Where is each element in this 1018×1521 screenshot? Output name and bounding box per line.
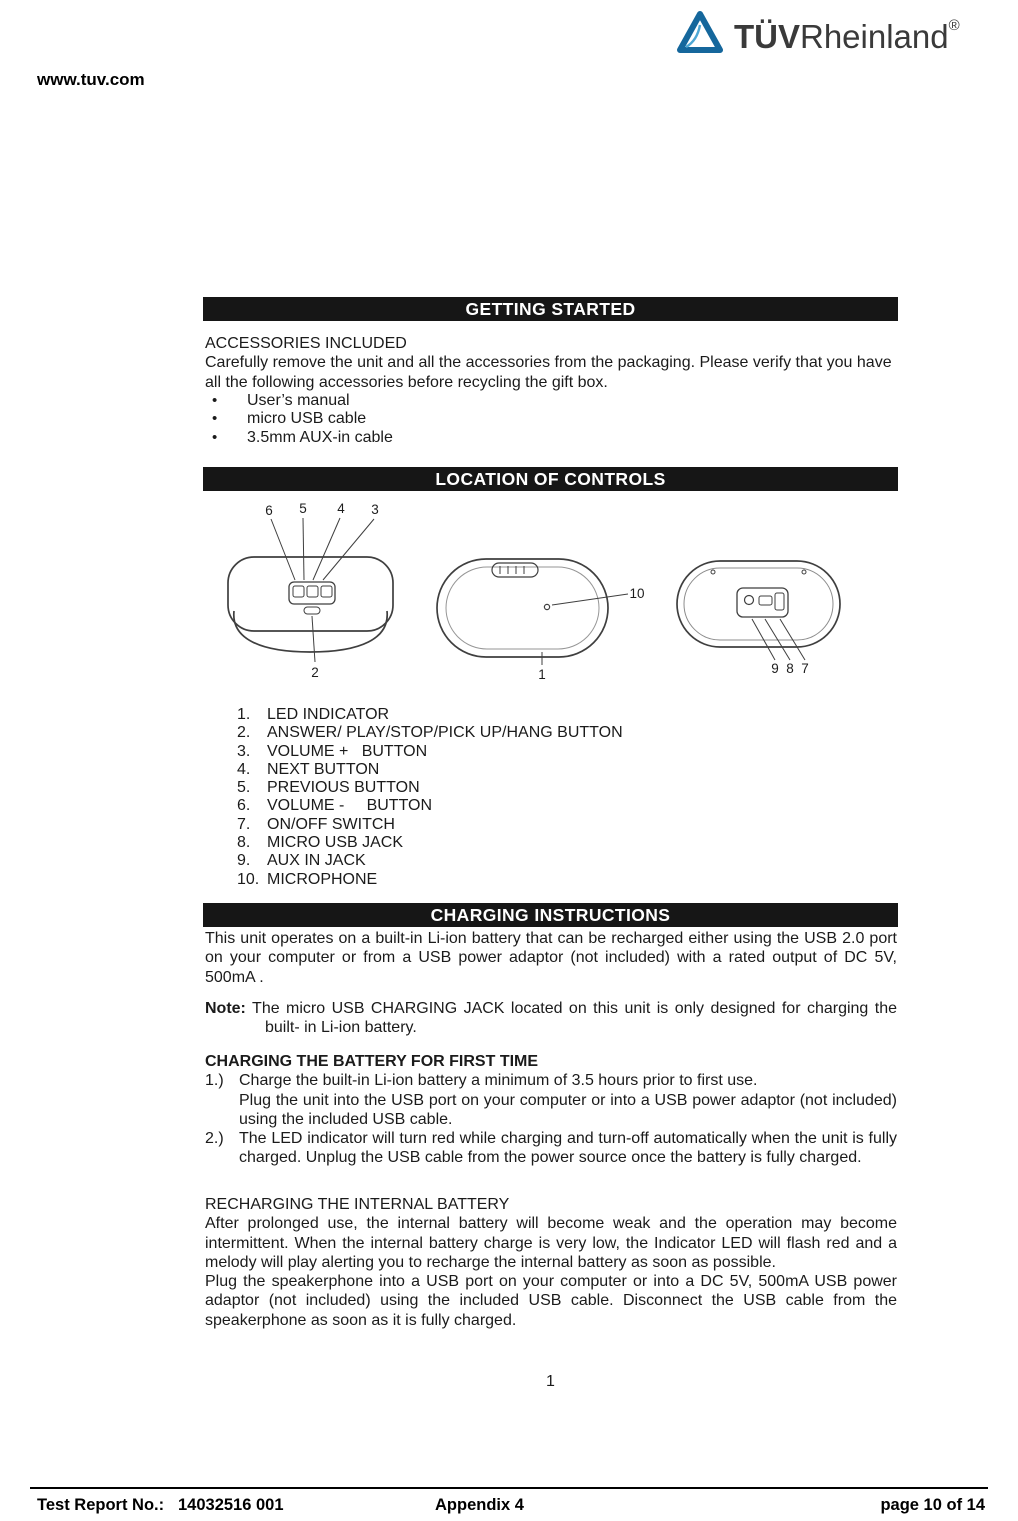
control-list-item (203, 816, 898, 834)
charging-step (205, 1071, 897, 1129)
recharging-heading: RECHARGING THE INTERNAL BATTERY (205, 1196, 510, 1213)
step-text (239, 1071, 897, 1129)
control-label: VOLUME - BUTTON (267, 797, 433, 815)
recharging-section (205, 1195, 897, 1330)
callout-4-label: 4 (337, 501, 345, 516)
first-time-charging-section (205, 1052, 897, 1168)
control-number: 2. (237, 724, 251, 742)
control-number: 8. (237, 834, 251, 852)
control-label: ON/OFF SWITCH (267, 815, 395, 833)
tuv-triangle-icon (676, 10, 724, 54)
control-list-item (203, 797, 898, 815)
control-number: 9. (237, 852, 251, 870)
accessories-section (205, 334, 897, 448)
accessory-label: 3.5mm AUX-in cable (247, 429, 393, 447)
logo-rheinland-text: Rheinland (800, 18, 949, 55)
on-off-switch-icon (775, 593, 784, 610)
step-line: Charge the built-in Li-ion battery a minimum of 3.5 hours prior to first use. (239, 1072, 758, 1090)
step-line: Plug the unit into the USB port on your computer or into a USB power adaptor (not included) using the included USB cable. (239, 1091, 897, 1128)
list-item (205, 392, 897, 411)
control-list-item (203, 761, 898, 779)
logo-wordmark (734, 4, 960, 59)
control-list-item (203, 834, 898, 852)
control-number: 7. (237, 815, 251, 833)
footer-divider (30, 1487, 988, 1489)
callout-lines (271, 518, 805, 665)
control-list-item (203, 706, 898, 724)
control-label: MICRO USB JACK (267, 834, 404, 852)
control-list-item (203, 871, 898, 889)
bullet-icon: • (212, 429, 218, 447)
appendix-label: Appendix 4 (435, 1496, 524, 1514)
page-indicator: page 10 of 14 (880, 1496, 985, 1514)
note-label: Note: (205, 1000, 246, 1017)
section-header-charging-instructions: CHARGING INSTRUCTIONS (203, 903, 898, 927)
charging-note (205, 999, 897, 1038)
control-number: 3. (237, 742, 251, 760)
step-text (239, 1129, 897, 1168)
control-number: 5. (237, 779, 251, 797)
callout-8-label: 8 (786, 661, 794, 676)
charging-step (205, 1129, 897, 1168)
control-label: VOLUME + BUTTON (267, 742, 428, 760)
control-number: 1. (237, 706, 251, 723)
microphone-hole (544, 604, 549, 609)
step-number: 2.) (205, 1130, 224, 1148)
callout-10-label: 10 (629, 586, 645, 601)
device-diagram (203, 497, 898, 703)
site-url: www.tuv.com (37, 70, 145, 89)
recharging-paragraph: Plug the speakerphone into a USB port on your computer or into a DC 5V, 500mA USB power adaptor (not included) using the included USB cable. Disconnect the USB cable from the speakerphone as soon as it is fully charged. (205, 1273, 897, 1329)
manual-page-number: 1 (546, 1373, 555, 1390)
callout-2-label: 2 (311, 665, 319, 680)
charging-intro: This unit operates on a built-in Li-ion battery that can be recharged either using the USB 2.0 port on your computer or from a USB power adaptor (not included) with a rated output of DC 5V, 500mA . (205, 930, 897, 986)
list-item (205, 410, 897, 429)
callout-1-label: 1 (538, 667, 546, 682)
section-header-getting-started: GETTING STARTED (203, 297, 898, 321)
control-label: PREVIOUS BUTTON (267, 779, 420, 797)
tuv-rheinland-logo (676, 4, 960, 59)
control-label: ANSWER/ PLAY/STOP/PICK UP/HANG BUTTON (267, 724, 623, 742)
control-number: 4. (237, 760, 251, 778)
accessories-heading: ACCESSORIES INCLUDED (205, 335, 407, 352)
bullet-icon: • (212, 410, 218, 428)
control-list-item (203, 779, 898, 797)
bullet-icon: • (212, 391, 218, 409)
callout-6-label: 6 (265, 503, 273, 518)
control-label: MICROPHONE (267, 870, 378, 888)
device-back-view (677, 561, 840, 647)
report-number-value: 14032516 001 (178, 1496, 284, 1514)
control-list-item (203, 743, 898, 761)
location-of-controls-drawing (203, 497, 898, 703)
control-label: AUX IN JACK (267, 852, 366, 870)
list-item (205, 429, 897, 448)
report-number-label: Test Report No.: (37, 1496, 165, 1514)
step-line: The LED indicator will turn red while charging and turn-off automatically when the unit is fully charged. Unplug the USB cable from the power source once the battery is fully charged. (239, 1130, 897, 1167)
control-list-item (203, 852, 898, 870)
step-number: 1.) (205, 1072, 224, 1090)
control-number: 10. (237, 870, 260, 888)
micro-usb-port-icon (759, 596, 772, 605)
registered-mark: ® (948, 17, 960, 34)
accessory-label: micro USB cable (247, 410, 367, 428)
logo-tuv-text: TÜV (734, 18, 800, 55)
first-time-heading: CHARGING THE BATTERY FOR FIRST TIME (205, 1053, 539, 1070)
accessories-intro: Carefully remove the unit and all the accessories from the packaging. Please verify that you have all the following accessories before recycling the gift box. (205, 354, 892, 391)
control-label: LED INDICATOR (267, 706, 390, 723)
callout-3-label: 3 (371, 502, 379, 517)
recharging-paragraph: After prolonged use, the internal battery will become weak and the operation may become intermittent. When the internal battery charge is very low, the Indicator LED will flash red and a melody will play alerting you to recharge the internal battery as soon as possible. (205, 1215, 897, 1271)
callout-5-label: 5 (299, 501, 307, 516)
control-label: NEXT BUTTON (267, 760, 380, 778)
control-number: 6. (237, 797, 251, 815)
aux-jack-icon (745, 596, 754, 605)
device-top-view (437, 559, 608, 657)
device-front-view (228, 557, 393, 652)
control-list-item (203, 724, 898, 742)
accessory-label: User’s manual (247, 391, 350, 409)
note-text: The micro USB CHARGING JACK located on this unit is only designed for charging the built- in Li-ion battery. (252, 1000, 898, 1037)
controls-list (203, 706, 898, 889)
callout-7-label: 7 (801, 661, 809, 676)
callout-9-label: 9 (771, 661, 779, 676)
section-header-location-of-controls: LOCATION OF CONTROLS (203, 467, 898, 491)
